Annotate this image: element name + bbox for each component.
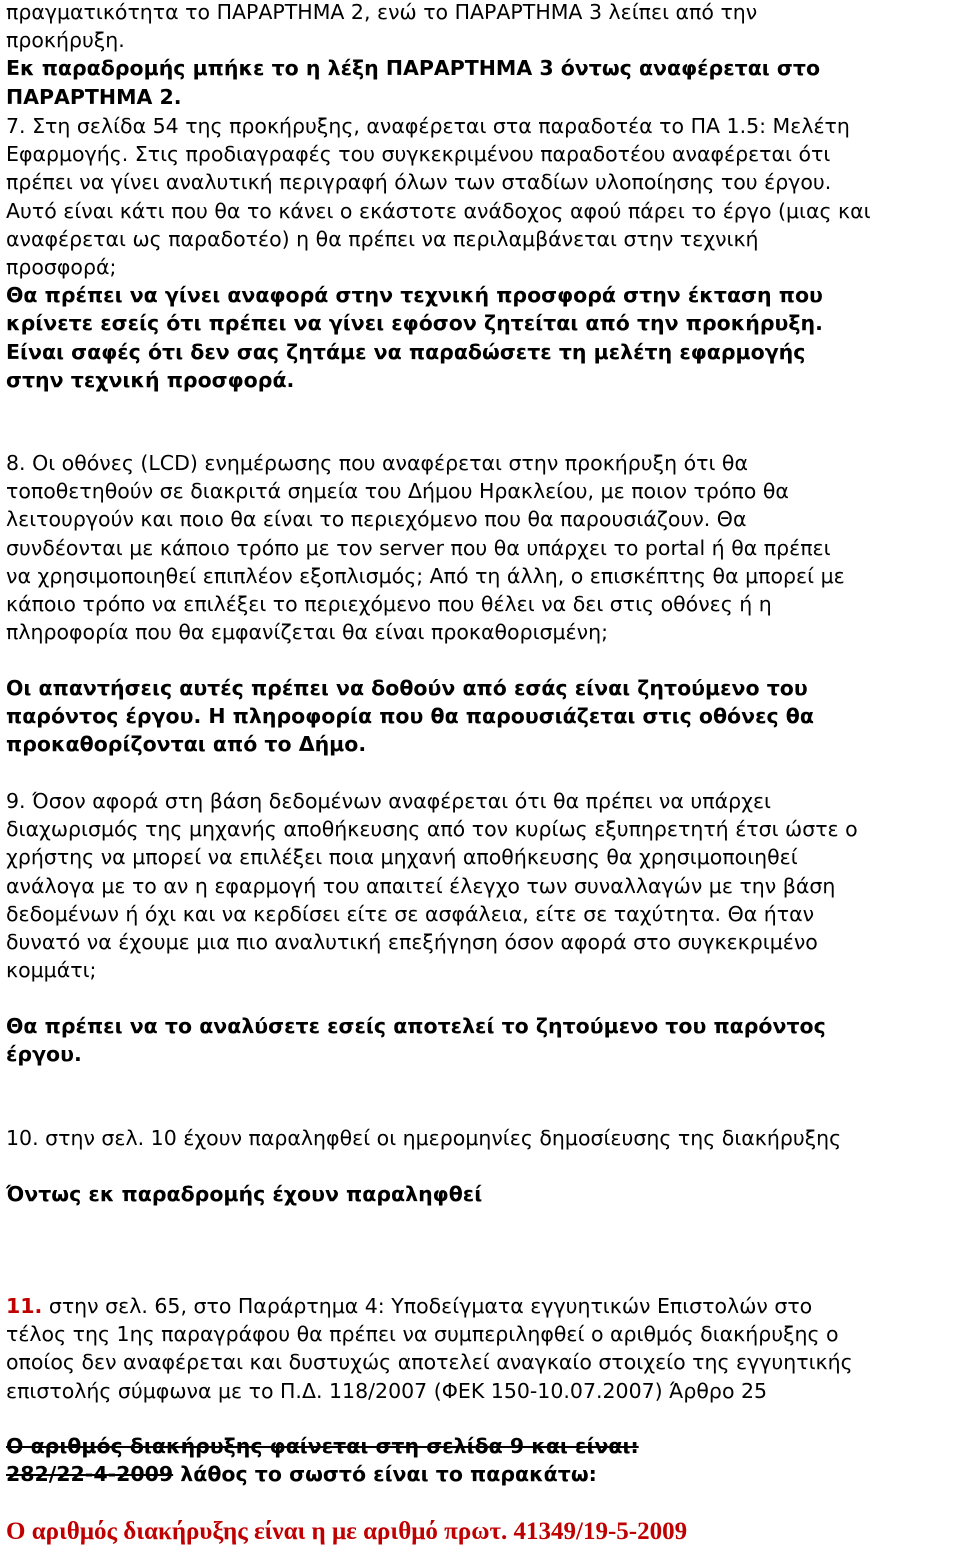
item11-line-rest: στην σελ. 65, στο Παράρτημα 4: Υποδείγματα εγγυητικών Επιστολών στο bbox=[42, 1294, 813, 1318]
item11-number: 11. bbox=[6, 1294, 43, 1318]
item7-line: πρέπει να γίνει αναλυτική περιγραφή όλων των σταδίων υλοποίησης του έργου. bbox=[6, 170, 832, 195]
item11-line: επιστολής σύμφωνα με το Π.Δ. 118/2007 (ΦΕΚ 150-10.07.2007) Άρθρο 25 bbox=[6, 1378, 768, 1403]
item9-answer-line: έργου. bbox=[6, 1042, 82, 1067]
item7-line: Αυτό είναι κάτι που θα το κάνει ο εκάστοτε ανάδοχος αφού πάρει το έργο (μιας και bbox=[6, 198, 871, 223]
item9-answer-line: Θα πρέπει να το αναλύσετε εσείς αποτελεί το ζητούμενο του παρόντος bbox=[6, 1014, 826, 1038]
intro-answer-line: Εκ παραδρομής μπήκε το η λέξη ΠΑΡΑΡΤΗΜΑ 3 όντως αναφέρεται στο bbox=[6, 56, 821, 81]
item8-line: λειτουργούν και ποιο θα είναι το περιεχόμενο που θα παρουσιάζουν. Θα bbox=[6, 507, 747, 532]
item9-question bbox=[6, 787, 858, 984]
intro-line: προκήρυξη. bbox=[6, 28, 125, 53]
item9-line: 9. Όσον αφορά στη βάση δεδομένων αναφέρεται ότι θα πρέπει να υπάρχει bbox=[6, 789, 771, 813]
item7-answer-line: στην τεχνική προσφορά. bbox=[6, 367, 295, 392]
item8-line: τοποθετηθούν σε διακριτά σημεία του Δήμου Ηρακλείου, με ποιον τρόπο θα bbox=[6, 479, 789, 504]
item7-answer-line: κρίνετε εσείς ότι πρέπει να γίνει εφόσον ζητείται από την προκήρυξη. bbox=[6, 311, 823, 336]
correction-note: λάθος το σωστό είναι το παρακάτω: bbox=[173, 1462, 597, 1487]
struck-number: 282/22-4-2009 bbox=[6, 1462, 174, 1487]
item8-line: να χρησιμοποιηθεί επιπλέον εξοπλισμός; Από τη άλλη, ο επισκέπτης θα μπορεί με bbox=[6, 563, 845, 588]
item11-question bbox=[6, 1292, 853, 1405]
item7-line: προσφορά; bbox=[6, 255, 117, 280]
item7-line: 7. Στη σελίδα 54 της προκήρυξης, αναφέρεται στα παραδοτέα το ΠΑ 1.5: Μελέτη bbox=[6, 114, 850, 138]
item8-line: συνδέονται με κάποιο τρόπο με τον server που θα υπάρχει το portal ή θα πρέπει bbox=[6, 535, 831, 560]
item11-first-line bbox=[6, 1292, 853, 1320]
item7-answer-line: Είναι σαφές ότι δεν σας ζητάμε να παραδώσετε τη μελέτη εφαρμογής bbox=[6, 339, 806, 364]
item7-question bbox=[6, 112, 871, 394]
item8-answer-line: Οι απαντήσεις αυτές πρέπει να δοθούν από εσάς είναι ζητούμενο του bbox=[6, 676, 808, 700]
item9-answer bbox=[6, 1012, 826, 1068]
item8-answer-line: παρόντος έργου. Η πληροφορία που θα παρουσιάζεται στις οθόνες θα bbox=[6, 704, 814, 729]
item9-line: χρήστης να μπορεί να επιλέξει ποια μηχανή αποθήκευσης θα χρησιμοποιηθεί bbox=[6, 845, 798, 870]
item10-question bbox=[6, 1124, 841, 1152]
struck-statement: Ο αριθμός διακήρυξης φαίνεται στη σελίδα 9 και είναι: bbox=[6, 1434, 639, 1458]
item8-line: πληροφορία που θα εμφανίζεται θα είναι προκαθορισμένη; bbox=[6, 620, 608, 645]
item8-line: κάποιο τρόπο να επιλέξει το περιεχόμενο που θέλει να δει στις οθόνες ή η bbox=[6, 592, 772, 617]
item11-line: τέλος της 1ης παραγράφου θα πρέπει να συμπεριληφθεί ο αριθμός διακήρυξης ο bbox=[6, 1322, 839, 1347]
item8-answer bbox=[6, 674, 814, 759]
item10-line: 10. στην σελ. 10 έχουν παραληφθεί οι ημερομηνίες δημοσίευσης της διακήρυξης bbox=[6, 1126, 842, 1150]
intro-line: πραγματικότητα το ΠΑΡΑΡΤΗΜΑ 2, ενώ το ΠΑΡΑΡΤΗΜΑ 3 λείπει από την bbox=[6, 0, 758, 24]
item7-line: Εφαρμογής. Στις προδιαγραφές του συγκεκριμένου παραδοτέου αναφέρεται ότι bbox=[6, 142, 831, 167]
item7-line: αναφέρεται ως παραδοτέο) η θα πρέπει να περιλαμβάνεται στην τεχνική bbox=[6, 226, 759, 251]
item8-question bbox=[6, 449, 845, 646]
item11-line: οποίος δεν αναφέρεται και δυστυχώς αποτελεί αναγκαίο στοιχείο της εγγυητικής bbox=[6, 1350, 853, 1375]
item11-answer bbox=[6, 1432, 639, 1488]
item10-answer-line: Όντως εκ παραδρομής έχουν παραληφθεί bbox=[6, 1182, 483, 1206]
item9-line: δυνατό να έχουμε μια πιο αναλυτική επεξήγηση όσον αφορά στο συγκεκριμένο bbox=[6, 930, 818, 955]
item8-line: 8. Οι οθόνες (LCD) ενημέρωσης που αναφέρεται στην προκήρυξη ότι θα bbox=[6, 451, 748, 475]
item9-line: δεδομένων ή όχι και να κερδίσει είτε σε ασφάλεια, είτε σε ταχύτητα. Θα ήταν bbox=[6, 901, 815, 926]
intro-answer-line: ΠΑΡΑΡΤΗΜΑ 2. bbox=[6, 84, 182, 109]
item9-line: διαχωρισμός της μηχανής αποθήκευσης από τον κυρίως εξυπηρετητή έτσι ώστε ο bbox=[6, 817, 858, 842]
item7-answer-line: Θα πρέπει να γίνει αναφορά στην τεχνική προσφορά στην έκταση που bbox=[6, 283, 823, 308]
item9-line: κομμάτι; bbox=[6, 958, 97, 983]
correct-number-line bbox=[6, 1517, 687, 1547]
item10-answer bbox=[6, 1180, 482, 1208]
item8-answer-line: προκαθορίζονται από το Δήμο. bbox=[6, 732, 367, 757]
item9-line: ανάλογα με το αν η εφαρμογή του απαιτεί έλεγχο των συναλλαγών με την βάση bbox=[6, 873, 836, 898]
correct-number: Ο αριθμός διακήρυξης είναι η με αριθμό πρωτ. 41349/19-5-2009 bbox=[6, 1518, 688, 1545]
item11-answer-line bbox=[6, 1460, 639, 1488]
intro-paragraph bbox=[6, 0, 820, 111]
